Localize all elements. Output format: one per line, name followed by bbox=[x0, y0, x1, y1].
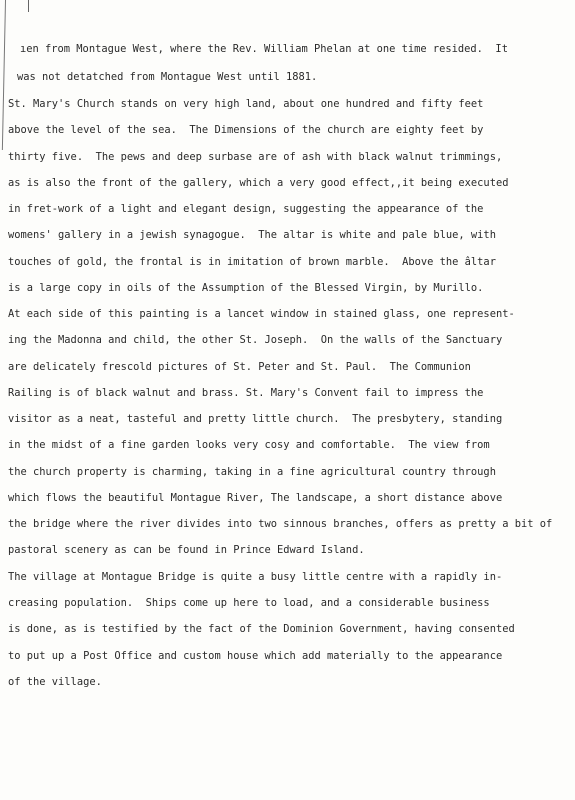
text-line: womens' gallery in a jewish synagogue. The altar is white and pale blue, with bbox=[8, 229, 496, 241]
text-line: is a large copy in oils of the Assumption of the Blessed Virgin, by Murillo. bbox=[8, 282, 484, 294]
text-line: ıen from Montague West, where the Rev. William Phelan at one time resided. It bbox=[20, 43, 508, 55]
text-line: of the village. bbox=[8, 676, 102, 688]
text-line: in the midst of a fine garden looks very cosy and comfortable. The view from bbox=[8, 439, 490, 451]
text-line: as is also the front of the gallery, which a very good effect,,it being executed bbox=[8, 177, 509, 189]
text-line: thirty five. The pews and deep surbase are of ash with black walnut trimmings, bbox=[8, 151, 503, 163]
text-line: in fret-work of a light and elegant design, suggesting the appearance of the bbox=[8, 203, 484, 215]
text-line: visitor as a neat, tasteful and pretty little church. The presbytery, standing bbox=[8, 413, 503, 425]
text-line: is done, as is testified by the fact of the Dominion Government, having consented bbox=[8, 623, 515, 635]
text-line: touches of gold, the frontal is in imitation of brown marble. Above the âltar bbox=[8, 256, 496, 268]
text-line: creasing population. Ships come up here to load, and a considerable business bbox=[8, 597, 490, 609]
text-line: pastoral scenery as can be found in Prince Edward Island. bbox=[8, 544, 365, 556]
text-line: are delicately frescold pictures of St. Peter and St. Paul. The Communion bbox=[8, 361, 471, 373]
text-line: which flows the beautiful Montague River, The landscape, a short distance above bbox=[8, 492, 503, 504]
text-line: was not detatched from Montague West until 1881. bbox=[17, 71, 318, 83]
text-line: above the level of the sea. The Dimensions of the church are eighty feet by bbox=[8, 124, 484, 136]
text-line: Railing is of black walnut and brass. St. Mary's Convent fail to impress the bbox=[8, 387, 484, 399]
text-line: ing the Madonna and child, the other St. Joseph. On the walls of the Sanctuary bbox=[8, 334, 503, 346]
text-line: The village at Montague Bridge is quite a busy little centre with a rapidly in- bbox=[8, 571, 503, 583]
text-line: At each side of this painting is a lancet window in stained glass, one represent- bbox=[8, 308, 515, 320]
text-line: St. Mary's Church stands on very high land, about one hundred and fifty feet bbox=[8, 98, 484, 110]
text-line: the church property is charming, taking in a fine agricultural country through bbox=[8, 466, 496, 478]
text-line: the bridge where the river divides into two sinnous branches, offers as pretty a bit of bbox=[8, 518, 553, 530]
text-line: to put up a Post Office and custom house which add materially to the appearance bbox=[8, 650, 503, 662]
